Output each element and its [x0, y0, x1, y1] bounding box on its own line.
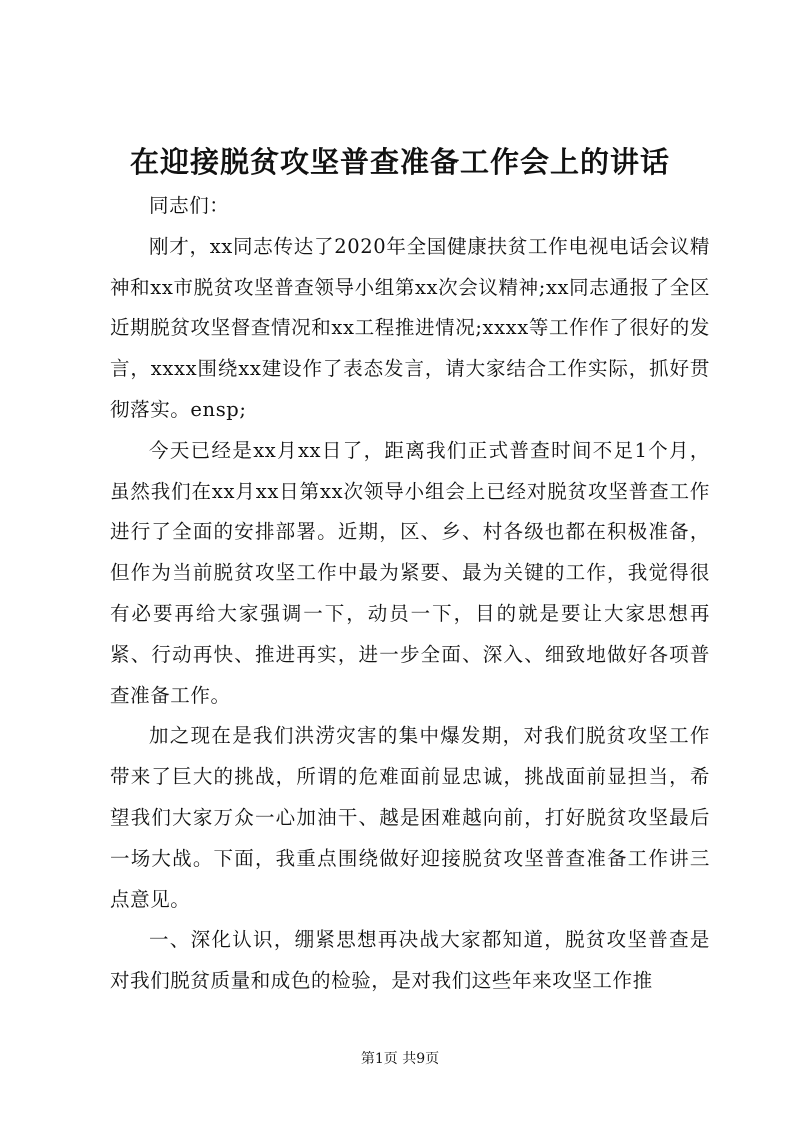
document-body	[110, 186, 710, 1002]
body-paragraph-3: 加之现在是我们洪涝灾害的集中爆发期，对我们脱贫攻坚工作带来了巨大的挑战，所谓的危难面前显忠诚，挑战面前显担当，希望我们大家万众一心加油干、越是困难越向前，打好脱贫攻坚最后一场大战。下面，我重点围绕做好迎接脱贫攻坚普查准备工作讲三点意见。	[110, 724, 710, 911]
page-number-footer: 第1页 共9页	[360, 1051, 440, 1067]
document-title: 在迎接脱贫攻坚普查准备工作会上的讲话	[129, 145, 670, 179]
body-paragraph-4: 一、深化认识，绷紧思想再决战大家都知道，脱贫攻坚普查是对我们脱贫质量和成色的检验，是对我们这些年来攻坚工作推	[110, 928, 710, 993]
salutation-paragraph: 同志们：	[149, 194, 230, 217]
body-paragraph-1: 刚才，xx同志传达了2020年全国健康扶贫工作电视电话会议精神和xx市脱贫攻坚普查领导小组第xx次会议精神;xx同志通报了全区近期脱贫攻坚督查情况和xx工程推进情况;xxxx等工作作了很好的发言，xxxx围绕xx建设作了表态发言，请大家结合工作实际，抓好贯彻落实。ensp;	[110, 234, 710, 421]
body-paragraph-2: 今天已经是xx月xx日了，距离我们正式普查时间不足1个月，虽然我们在xx月xx日第xx次领导小组会上已经对脱贫攻坚普查工作进行了全面的安排部署。近期，区、乡、村各级也都在积极准备，但作为当前脱贫攻坚工作中最为紧要、最为关键的工作，我觉得很有必要再给大家强调一下，动员一下，目的就是要让大家思想再紧、行动再快、推进再实，进一步全面、深入、细致地做好各项普查准备工作。	[110, 438, 710, 707]
